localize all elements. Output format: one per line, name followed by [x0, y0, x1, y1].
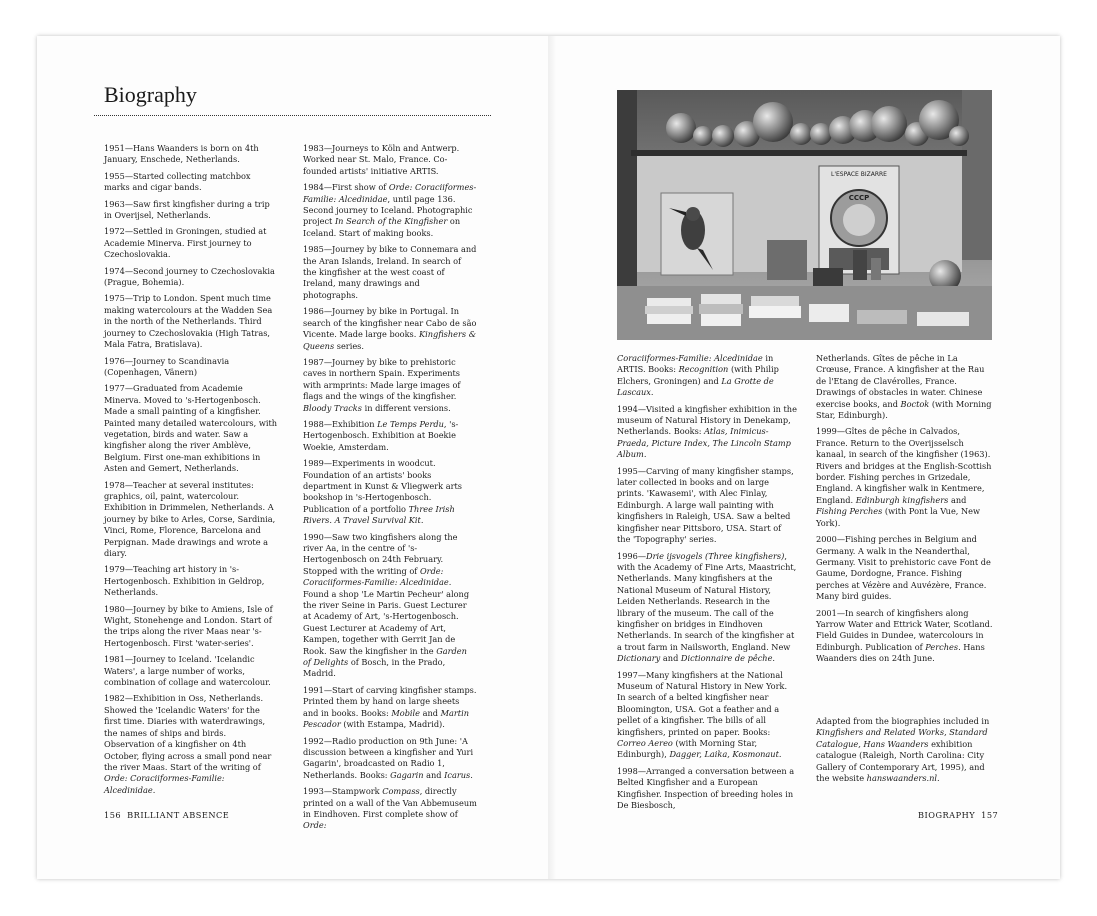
bio-entry	[303, 532, 477, 680]
text-run: 1981—Journey to Iceland. 'Icelandic Waters', a large number of works, combination of collage and watercolour.	[104, 654, 271, 688]
bio-entry	[617, 404, 797, 461]
text-run: 1955—Started collecting matchbox marks and cigar bands.	[104, 170, 251, 193]
bio-entry	[617, 670, 797, 761]
text-run: 1991—Start of carving kingfisher stamps. Printed them by hand on large sheets and in books. Books:	[303, 684, 477, 718]
text-run: , until page 136. Second journey to Iceland. Photographic project	[303, 193, 473, 227]
text-run: .	[937, 773, 940, 784]
italic-title: Boctok	[900, 398, 930, 409]
text-run: 1979—Teaching art history in 's-Hertogenbosch. Exhibition in Geldrop, Netherlands.	[104, 564, 265, 598]
text-run: (with Estampa, Madrid).	[340, 719, 445, 730]
italic-title: Orde:	[303, 820, 327, 831]
italic-title: La Grotte de Lascaux	[617, 375, 774, 398]
text-run: 1990—Saw two kingfishers along the river Aa, in the centre of 's-Hertogenbosch on 24th February. Stopped with the writing of	[303, 531, 458, 576]
text-run: 1992—Radio production on 9th June: 'A discussion between a kingfisher and Yuri Gagarin', broadcasted on Radio 1, Netherlands. Books:	[303, 735, 474, 780]
text-run: 1996—	[617, 550, 647, 561]
italic-title: Drie ijsvogels (Three kingfishers)	[646, 550, 785, 561]
bio-entry	[104, 356, 278, 379]
bio-entry	[303, 182, 477, 239]
italic-title: Edinburgh kingfishers	[855, 494, 949, 505]
bio-entry	[303, 458, 477, 526]
italic-title: Atlas, Inimicus-Praeda, Picture Index, The Lincoln Stamp Album	[617, 426, 791, 460]
text-run: 1983—Journeys to Köln and Antwerp. Worked near St. Malo, France. Co-founded artists' initiative ARTIS.	[303, 143, 460, 176]
bio-entry	[104, 693, 278, 796]
folio-right	[918, 810, 1004, 820]
bio-entry	[104, 226, 278, 260]
italic-title: Bloody Tracks	[303, 402, 362, 413]
italic-title: Gagarin	[390, 769, 424, 780]
text-run: 1984—First show of	[303, 182, 389, 193]
italic-title: Mobile	[391, 707, 421, 718]
text-run: .	[470, 769, 473, 780]
bio-entry	[104, 654, 278, 688]
text-run: 1975—Trip to London. Spent much time making watercolours at the Wadden Sea in the north of the Netherlands. Third journey to Czechoslovakia (High Tatras, Mala Fatra, Bratislava).	[104, 293, 273, 350]
bio-entry	[816, 608, 994, 665]
bio-entry	[104, 604, 278, 650]
bio-entry	[303, 685, 477, 731]
text-run: 1951—Hans Waanders is born on 4th January, Enschede, Netherlands.	[104, 143, 259, 165]
text-run: 1972—Settled in Groningen, studied at Academie Minerva. First journey to Czechoslovakia.	[104, 226, 267, 260]
italic-title: Compass	[382, 786, 420, 797]
bio-entry	[104, 199, 278, 222]
kingfisher-picture	[661, 193, 733, 275]
folio-left	[104, 810, 229, 820]
text-run: , 's-Hertogenbosch. Exhibition at Boekie Woekie, Amsterdam.	[303, 418, 459, 452]
bio-entry	[617, 551, 797, 665]
text-run: .	[650, 387, 654, 398]
text-run: (with Morning Star, Edinburgh).	[816, 398, 992, 421]
text-run: . Found a shop 'Le Martin Pecheur' along the river Seine in Paris. Guest Lecturer at Academy of Art, 's-Hertogenbosch. Guest Lecturer at Academy of Art, Kampen, together with Gerrit Jan de Rook. Saw the kingfisher in the	[303, 577, 470, 656]
text-run: .	[778, 749, 782, 760]
italic-title: Le Temps Perdu	[377, 418, 444, 429]
bio-entry	[816, 534, 994, 602]
italic-title: Three Irish Rivers. A Travel Survival Kit	[303, 503, 455, 526]
text-run: and	[420, 707, 441, 718]
italic-title: hanswaanders.nl	[866, 773, 938, 784]
italic-title: Dictionnaire de pêche	[680, 653, 773, 664]
text-run: and	[423, 769, 445, 780]
bio-entry	[104, 564, 278, 598]
text-run: , directly printed on a wall of the Van Abbemuseum in Eindhoven. First complete show of	[303, 786, 477, 819]
text-run: (with Morning Star, Edinburgh),	[617, 738, 758, 760]
text-run: 1986—Journey by bike in Portugal. In search of the kingfisher near Cabo de são Vicente. Made large books.	[303, 306, 477, 340]
italic-title: Orde: Coraciiformes-Familie: Alcedinidae	[104, 773, 225, 795]
text-run: 1994—Visited a kingfisher exhibition in the museum of Natural History in Denekamp, Netherlands. Books:	[617, 403, 797, 437]
bio-column-2	[303, 143, 477, 837]
text-run: 1982—Exhibition in Oss, Netherlands. Showed the 'Icelandic Waters' for the first time. Diaries with waterdrawings, the names of ships and birds. Observation of a kingfisher on 4th October, flying across a small pond near the river Maas. Start of the writing of	[104, 693, 272, 772]
bio-column-4	[816, 353, 994, 670]
text-run: 1985—Journey by bike to Connemara and the Aran Islands, Ireland. In search of the kingfisher at the west coast of Ireland, many drawings and photographs.	[303, 244, 477, 300]
italic-title: Coraciiformes-Familie: Alcedinidae	[617, 353, 763, 363]
bio-entry	[303, 736, 477, 782]
poster-title: L'ESPACE BIZARRE	[831, 171, 887, 178]
bio-entry	[104, 383, 278, 474]
text-run: and	[660, 653, 681, 664]
text-run: in different versions.	[361, 402, 451, 413]
running-title-left: BRILLIANT ABSENCE	[127, 810, 230, 820]
credit-text	[816, 716, 994, 784]
italic-title: Kingfishers & Queens	[303, 329, 477, 351]
text-run: 1993—Stampwork	[303, 786, 383, 797]
text-run: and	[948, 494, 967, 505]
italic-title: Garden of Delights	[303, 645, 467, 668]
studio-photo	[617, 90, 992, 340]
italic-title: Fishing Perches	[816, 506, 883, 517]
credit-note	[816, 716, 994, 784]
poster-mark: CCCP	[848, 194, 870, 202]
bio-entry	[303, 786, 477, 832]
bio-entry	[104, 171, 278, 194]
italic-title: Dictionary	[617, 653, 661, 664]
text-run: 1974—Second journey to Czechoslovakia (Prague, Bohemia).	[104, 265, 275, 288]
italic-title: In Search of the Kingfisher	[334, 216, 448, 227]
text-run: 2001—In search of kingfishers along Yarrow Water and Ettrick Water, Scotland. Field Guides in Dundee, watercolours in Edinburgh. Publication of	[816, 607, 993, 652]
text-run: of Bosch, in the Prado, Madrid.	[303, 657, 446, 679]
book-gutter	[548, 36, 556, 879]
text-run: exhibition catalogue (Raleigh, North Carolina: City Gallery of Contemporary Art, 1995), and the website	[816, 738, 985, 784]
text-run: . Hans Waanders dies on 24th June.	[816, 641, 985, 664]
text-run: in ARTIS. Books:	[617, 353, 774, 375]
bio-entry	[303, 419, 477, 453]
italic-title: Kingfishers and Related Works, Standard Catalogue, Hans Waanders	[816, 727, 988, 749]
bio-entry	[816, 426, 994, 529]
text-run: .	[420, 515, 424, 526]
text-run: .	[772, 653, 776, 664]
heading-rule	[94, 115, 491, 116]
page-heading: Biography	[104, 82, 197, 107]
text-run: 2000—Fishing perches in Belgium and Germany. A walk in the Neanderthal, Germany. Visit to prehistoric cave Font de Gaume, Dordogne, France. Fishing perches at Vézère and Auvézère, France. Many bird guides.	[816, 534, 991, 602]
italic-title: Recognition	[678, 364, 729, 375]
text-run: 1987—Journey by bike to prehistoric caves in northern Spain. Experiments with armprints: Made large images of flags and the wings of the kingfisher.	[303, 356, 461, 402]
studio-photo-illustration	[617, 90, 992, 340]
text-run: 1995—Carving of many kingfisher stamps, later collected in books and on large prints. 'Kawasemi', with Alec Finlay, Edinburgh. A large wall painting with kingfishers in Raleigh, USA. Saw a belted kingfisher near Pittsboro, USA. Start of the 'Topography' series.	[617, 465, 794, 545]
page-number-left: 156	[104, 810, 122, 820]
bio-entry	[303, 306, 477, 352]
text-run: 1980—Journey by bike to Amiens, Isle of Wight, Stonehenge and London. Start of the trips along the river Maas near 's-Hertogenbosch. First 'water-series'.	[104, 603, 273, 648]
bio-entry	[104, 266, 278, 289]
bio-column-3	[617, 353, 797, 816]
text-run: .	[152, 784, 156, 795]
text-run: 1998—Arranged a conversation between a Belted Kingfisher and a European Kingfisher. Inspection of breeding holes in De Biesbosch,	[617, 765, 795, 811]
text-run: 1989—Experiments in woodcut. Foundation of an artists' books department in Kunst & Vliegwerk arts bookshop in 's-Hertogenbosch. Publication of a portfolio	[303, 458, 463, 514]
bio-entry	[104, 293, 278, 350]
text-run: Netherlands. Gîtes de pêche in La Crœuse, France. A kingfisher at the Rau de l'Etang de Clavérolles, France. Drawings of obstacles in water. Chinese exercise books, and	[816, 353, 985, 409]
text-run: 1997—Many kingfishers at the National Museum of Natural History in New York. In search of a belted kingfisher near Bloomington, USA. Got a feather and a pellet of a kingfisher. The bills of all kingfishers, printed on paper. Books:	[617, 669, 788, 737]
italic-title: Orde: Coraciiformes-Familie: Alcedinidae	[303, 565, 449, 588]
bio-entry	[617, 466, 797, 546]
text-run: (with Philip Elchers, Groningen) and	[617, 364, 779, 386]
text-run: 1978—Teacher at several institutes: graphics, oil, paint, watercolour. Exhibition in Drimmelen, Netherlands. A journey by bike to Arles, Corse, Sardinia, Vinci, Rome, Florence, Barcelona and Perpignan. Made drawings and wrote a diary.	[104, 479, 276, 558]
running-title-right: BIOGRAPHY	[918, 810, 976, 820]
italic-title: Correo Aereo	[617, 738, 673, 748]
bio-entry	[104, 480, 278, 560]
text-run: 1999—Gîtes de pêche in Calvados, France. Return to the Overijsselsch kanaal, in search of the kingfisher (1963). Rivers and bridges at the English-Scottish border. Fishing perches in Grizedale, England. A kingfisher walk in Kentmere, England.	[816, 426, 992, 505]
italic-title: Martin Pescador	[303, 707, 469, 730]
bio-column-1	[104, 143, 278, 801]
text-run: 1988—Exhibition	[303, 418, 378, 429]
text-run: .	[643, 449, 647, 460]
bio-entry	[104, 143, 278, 166]
italic-title: Icarus	[444, 769, 471, 780]
text-run: , with the Academy of Fine Arts, Maastricht, Netherlands. Many kingfishers at the National Museum of Natural History, Leiden Netherlands. Research in the library of the museum. The call of the kingfisher on bridges in Eindhoven Netherlands. In search of the kingfisher at a trout farm in Nailsworth, England. New	[617, 550, 797, 652]
page-number-right: 157	[981, 810, 999, 820]
text-run: series.	[334, 340, 364, 351]
bio-entry	[303, 357, 477, 414]
text-run: 1963—Saw first kingfisher during a trip in Overijsel, Netherlands.	[104, 198, 270, 221]
text-run: 1976—Journey to Scandinavia (Copenhagen, Vänern)	[104, 355, 230, 377]
italic-title: Orde: Coraciiformes-Familie: Alcedinidae	[303, 182, 477, 204]
italic-title: Perches	[925, 641, 959, 652]
bio-entry	[303, 143, 477, 177]
bio-entry	[617, 766, 797, 812]
bio-entry	[617, 353, 797, 399]
bio-entry	[816, 353, 994, 421]
text-run: 1977—Graduated from Academie Minerva. Moved to 's-Hertogenbosch. Made a small painting of a kingfisher. Painted many detailed watercolours, with vegetation, birds and water. Saw a kingfisher along the river Amblève, Belgium. First one-man exhibitions in Asten and Gemert, Netherlands.	[104, 383, 278, 474]
italic-title: Dagger, Laika, Kosmonaut	[669, 749, 779, 760]
text-run: (with Pont la Vue, New York).	[816, 506, 981, 528]
text-run: on Iceland. Start of making books.	[303, 216, 461, 238]
text-run: Adapted from the biographies included in	[816, 716, 990, 726]
bio-entry	[303, 244, 477, 301]
